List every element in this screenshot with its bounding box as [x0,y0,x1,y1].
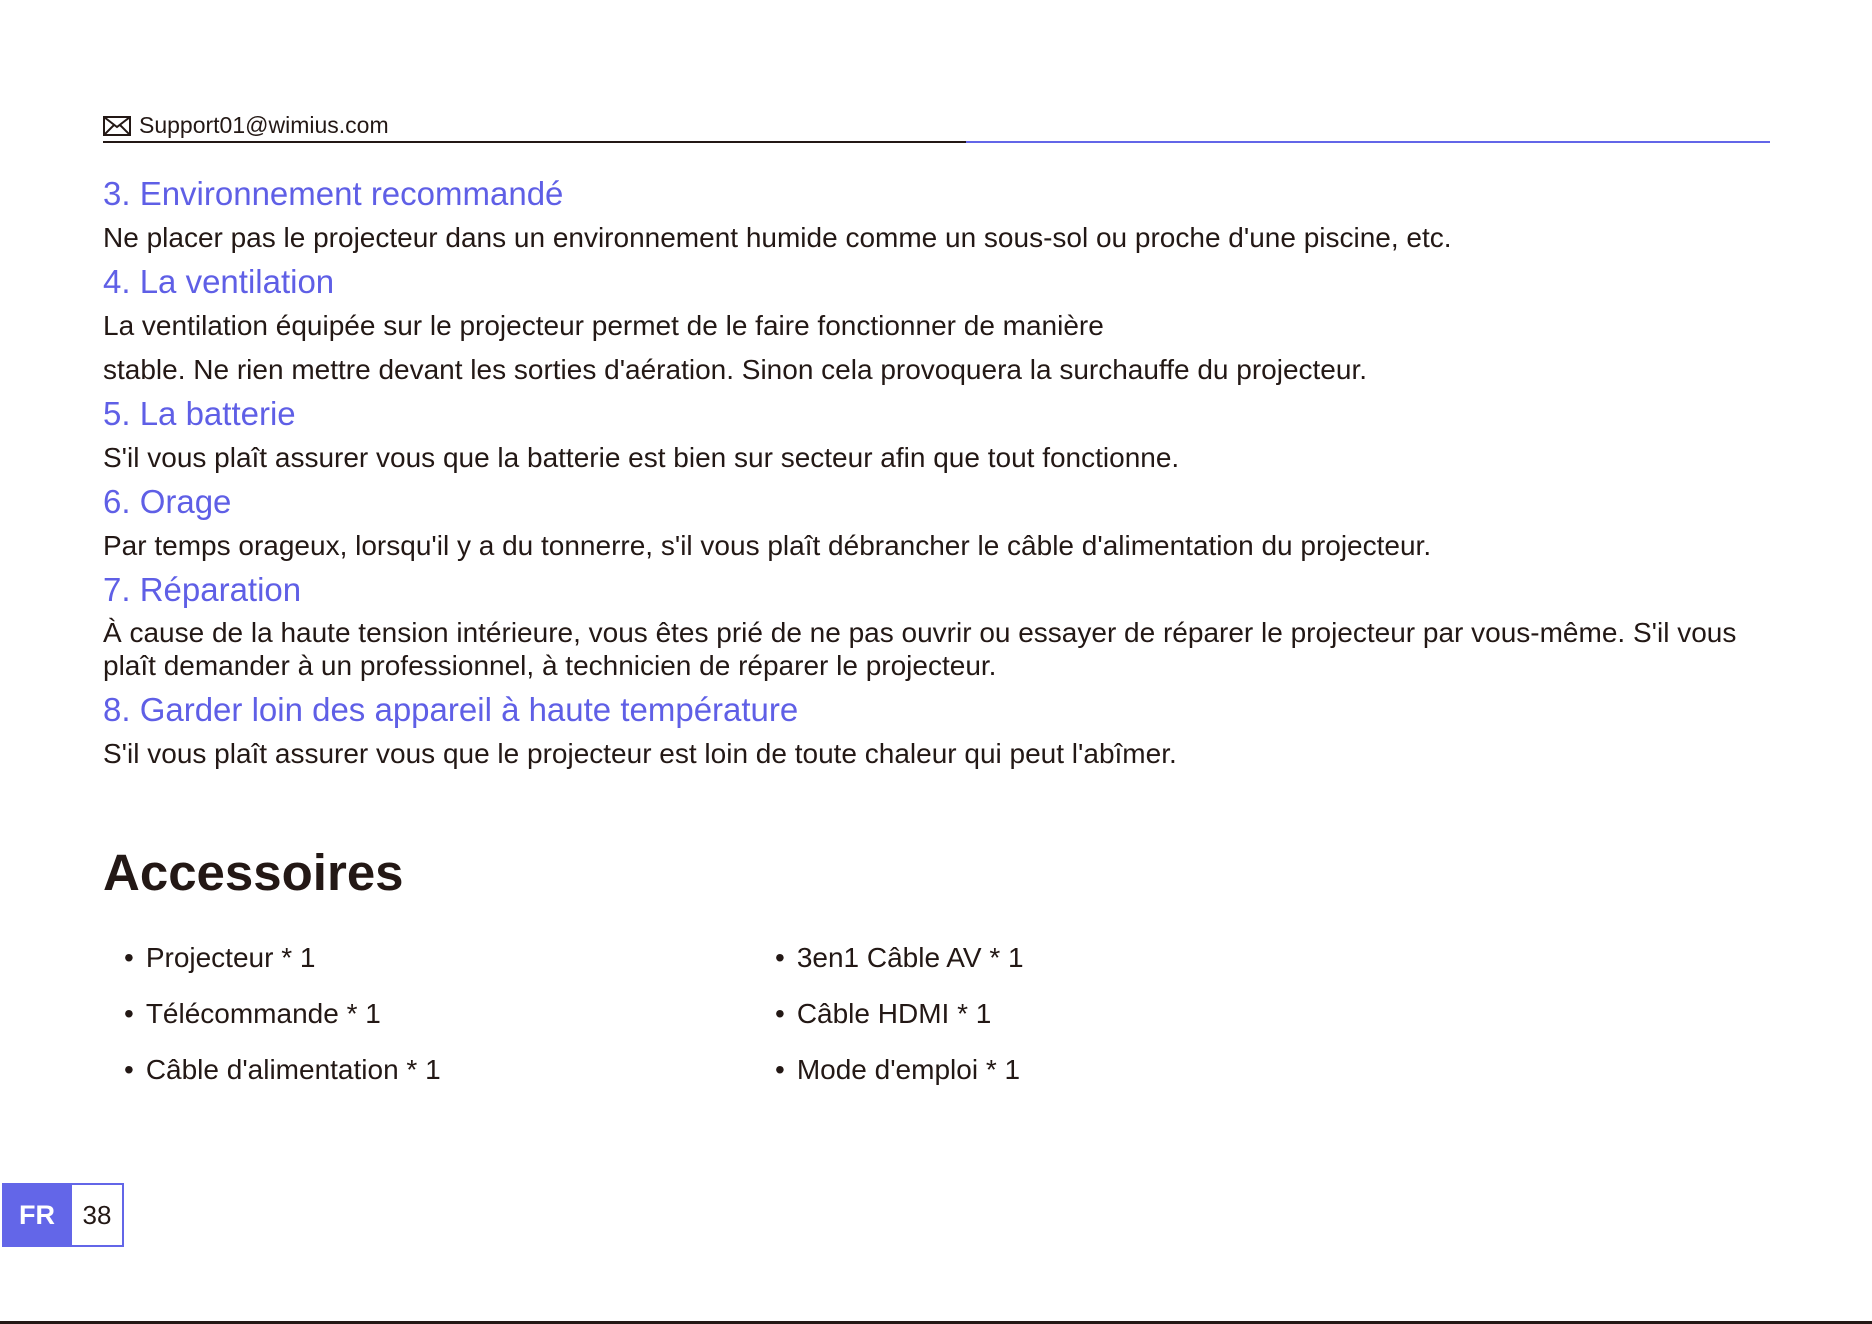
support-contact [103,112,389,139]
support-email[interactable]: Support01@wimius.com [139,112,389,138]
section-title: 7. Réparation [103,571,302,608]
section-environment [103,172,1775,260]
list-item: • Mode d'emploi * 1 [775,1042,1024,1098]
section-title: 6. Orage [103,483,232,520]
list-item: • Câble d'alimentation * 1 [124,1042,441,1098]
section-storm [103,480,1775,568]
section-text: Par temps orageux, lorsqu'il y a du tonnerre, s'il vous plaît débrancher le câble d'alimentation du projecteur. [103,530,1432,561]
section-heat [103,688,1775,776]
section-text: La ventilation équipée sur le projecteur permet de le faire fonctionner de manière [103,310,1104,341]
list-item: • Projecteur * 1 [124,930,441,986]
section-text: S'il vous plaît assurer vous que le projecteur est loin de toute chaleur qui peut l'abîmer. [103,738,1177,769]
accessories-list-right [775,930,1024,1098]
section-repair [103,568,1775,688]
section-text: À cause de la haute tension intérieure, vous êtes prié de ne pas ouvrir ou essayer de réparer le projecteur par vous-même. S'il vous plaît demander à un professionnel, à technicien de réparer le projecteur. [103,617,1737,681]
section-battery [103,392,1775,480]
section-title: 4. La ventilation [103,263,335,300]
list-item: • 3en1 Câble AV * 1 [775,930,1024,986]
safety-sections [103,172,1775,776]
language-badge: FR [2,1183,72,1247]
accessories-title: Accessoires [103,844,404,901]
section-title: 8. Garder loin des appareil à haute température [103,691,799,728]
section-title: 3. Environnement recommandé [103,175,564,212]
page-number: 38 [72,1183,124,1247]
accessories-list-left [124,930,441,1098]
section-title: 5. La batterie [103,395,296,432]
list-item: • Télécommande * 1 [124,986,441,1042]
section-text: S'il vous plaît assurer vous que la batterie est bien sur secteur afin que tout fonctionne. [103,442,1180,473]
list-item: • Câble HDMI * 1 [775,986,1024,1042]
section-ventilation [103,260,1775,392]
page-header [103,110,1770,144]
mail-icon [103,116,131,136]
section-text: Ne placer pas le projecteur dans un environnement humide comme un sous-sol ou proche d'une piscine, etc. [103,222,1452,253]
section-text: stable. Ne rien mettre devant les sorties d'aération. Sinon cela provoquera la surchauffe du projecteur. [103,354,1368,385]
header-rule-dark [103,141,966,143]
header-rule-accent [966,141,1770,143]
